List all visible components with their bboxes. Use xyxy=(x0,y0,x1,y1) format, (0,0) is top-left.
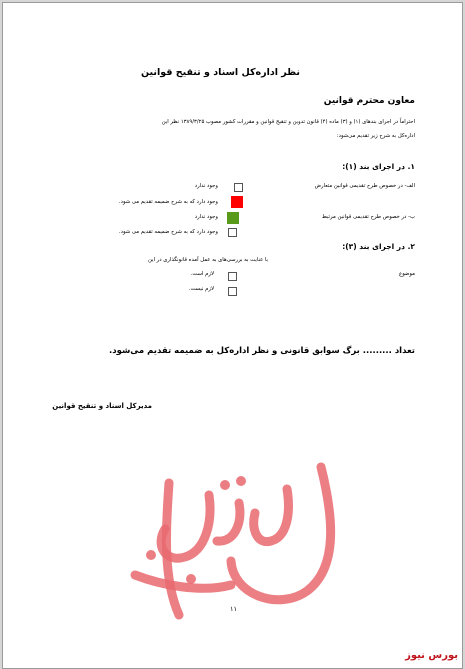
signature-line: مدیرکل اسناد و تنقیح قوانین xyxy=(52,402,152,410)
page-number: ۱۱ xyxy=(230,605,237,613)
attachment-count-line: تعداد ......... برگ سوابق قانونی و نظر اداره‌کل به ضمیمه تقدیم می‌شود. xyxy=(109,346,415,356)
item-b-none-label: وجود ندارد xyxy=(194,214,218,220)
watermark-calligraphy-logo xyxy=(121,455,361,630)
item-b-exists-checkbox[interactable] xyxy=(228,228,237,237)
watermark-dot xyxy=(236,476,246,486)
footer-brand: بورس نیوز xyxy=(405,650,458,661)
item-b-exists-label: وجود دارد که به شرح ضمیمه تقدیم می شود. xyxy=(118,229,218,235)
intro-line-2: اداره‌کل به شرح زیر تقدیم می‌شود: xyxy=(336,133,415,139)
intro-line-1: احتراماً در اجرای بندهای (۱) و (۳) ماده (۴) قانون تدوین و تنقیح قوانین و مقررات کشور مصوب ۱۳۸۹/۳/۲۵ نظر این xyxy=(161,119,415,125)
item-a-none-label: وجود ندارد xyxy=(194,183,218,189)
watermark-dot xyxy=(146,550,156,560)
watermark-dot xyxy=(220,480,230,490)
document-title: نظر اداره‌کل اسناد و تنقیح قوانین xyxy=(141,67,300,78)
not-needed-checkbox[interactable] xyxy=(228,287,237,296)
section-2-heading: ۲. در اجرای بند (۳): xyxy=(342,242,415,251)
item-a-label: الف- در خصوص طرح تقدیمی قوانین متعارض xyxy=(314,183,415,189)
section-2-text-line-1: با عنایت به بررسی‌های به عمل آمده قانونگذاری در این xyxy=(148,257,268,263)
section-2-text-line-2: موضوع xyxy=(399,271,415,277)
item-b-label: ب- در خصوص طرح تقدیمی قوانین مرتبط xyxy=(321,214,415,220)
watermark-text xyxy=(231,551,250,556)
item-b-none-marker[interactable] xyxy=(227,212,239,224)
item-a-exists-label: وجود دارد که به شرح ضمیمه تقدیم می شود. xyxy=(118,199,218,205)
recipient-line: معاون محترم قوانین xyxy=(323,96,415,106)
watermark-stroke xyxy=(166,483,179,615)
not-needed-label: لازم نیست. xyxy=(188,286,214,292)
item-a-none-checkbox[interactable] xyxy=(234,183,243,192)
watermark-stroke xyxy=(217,503,240,541)
watermark-stroke xyxy=(135,575,231,588)
needed-label: لازم است. xyxy=(190,271,214,277)
document-page xyxy=(2,2,463,669)
watermark-stroke xyxy=(254,489,289,542)
section-1-heading: ۱. در اجرای بند (۱): xyxy=(342,162,415,171)
needed-checkbox[interactable] xyxy=(228,272,237,281)
watermark-dot xyxy=(186,574,196,584)
item-a-exists-marker[interactable] xyxy=(231,196,243,208)
